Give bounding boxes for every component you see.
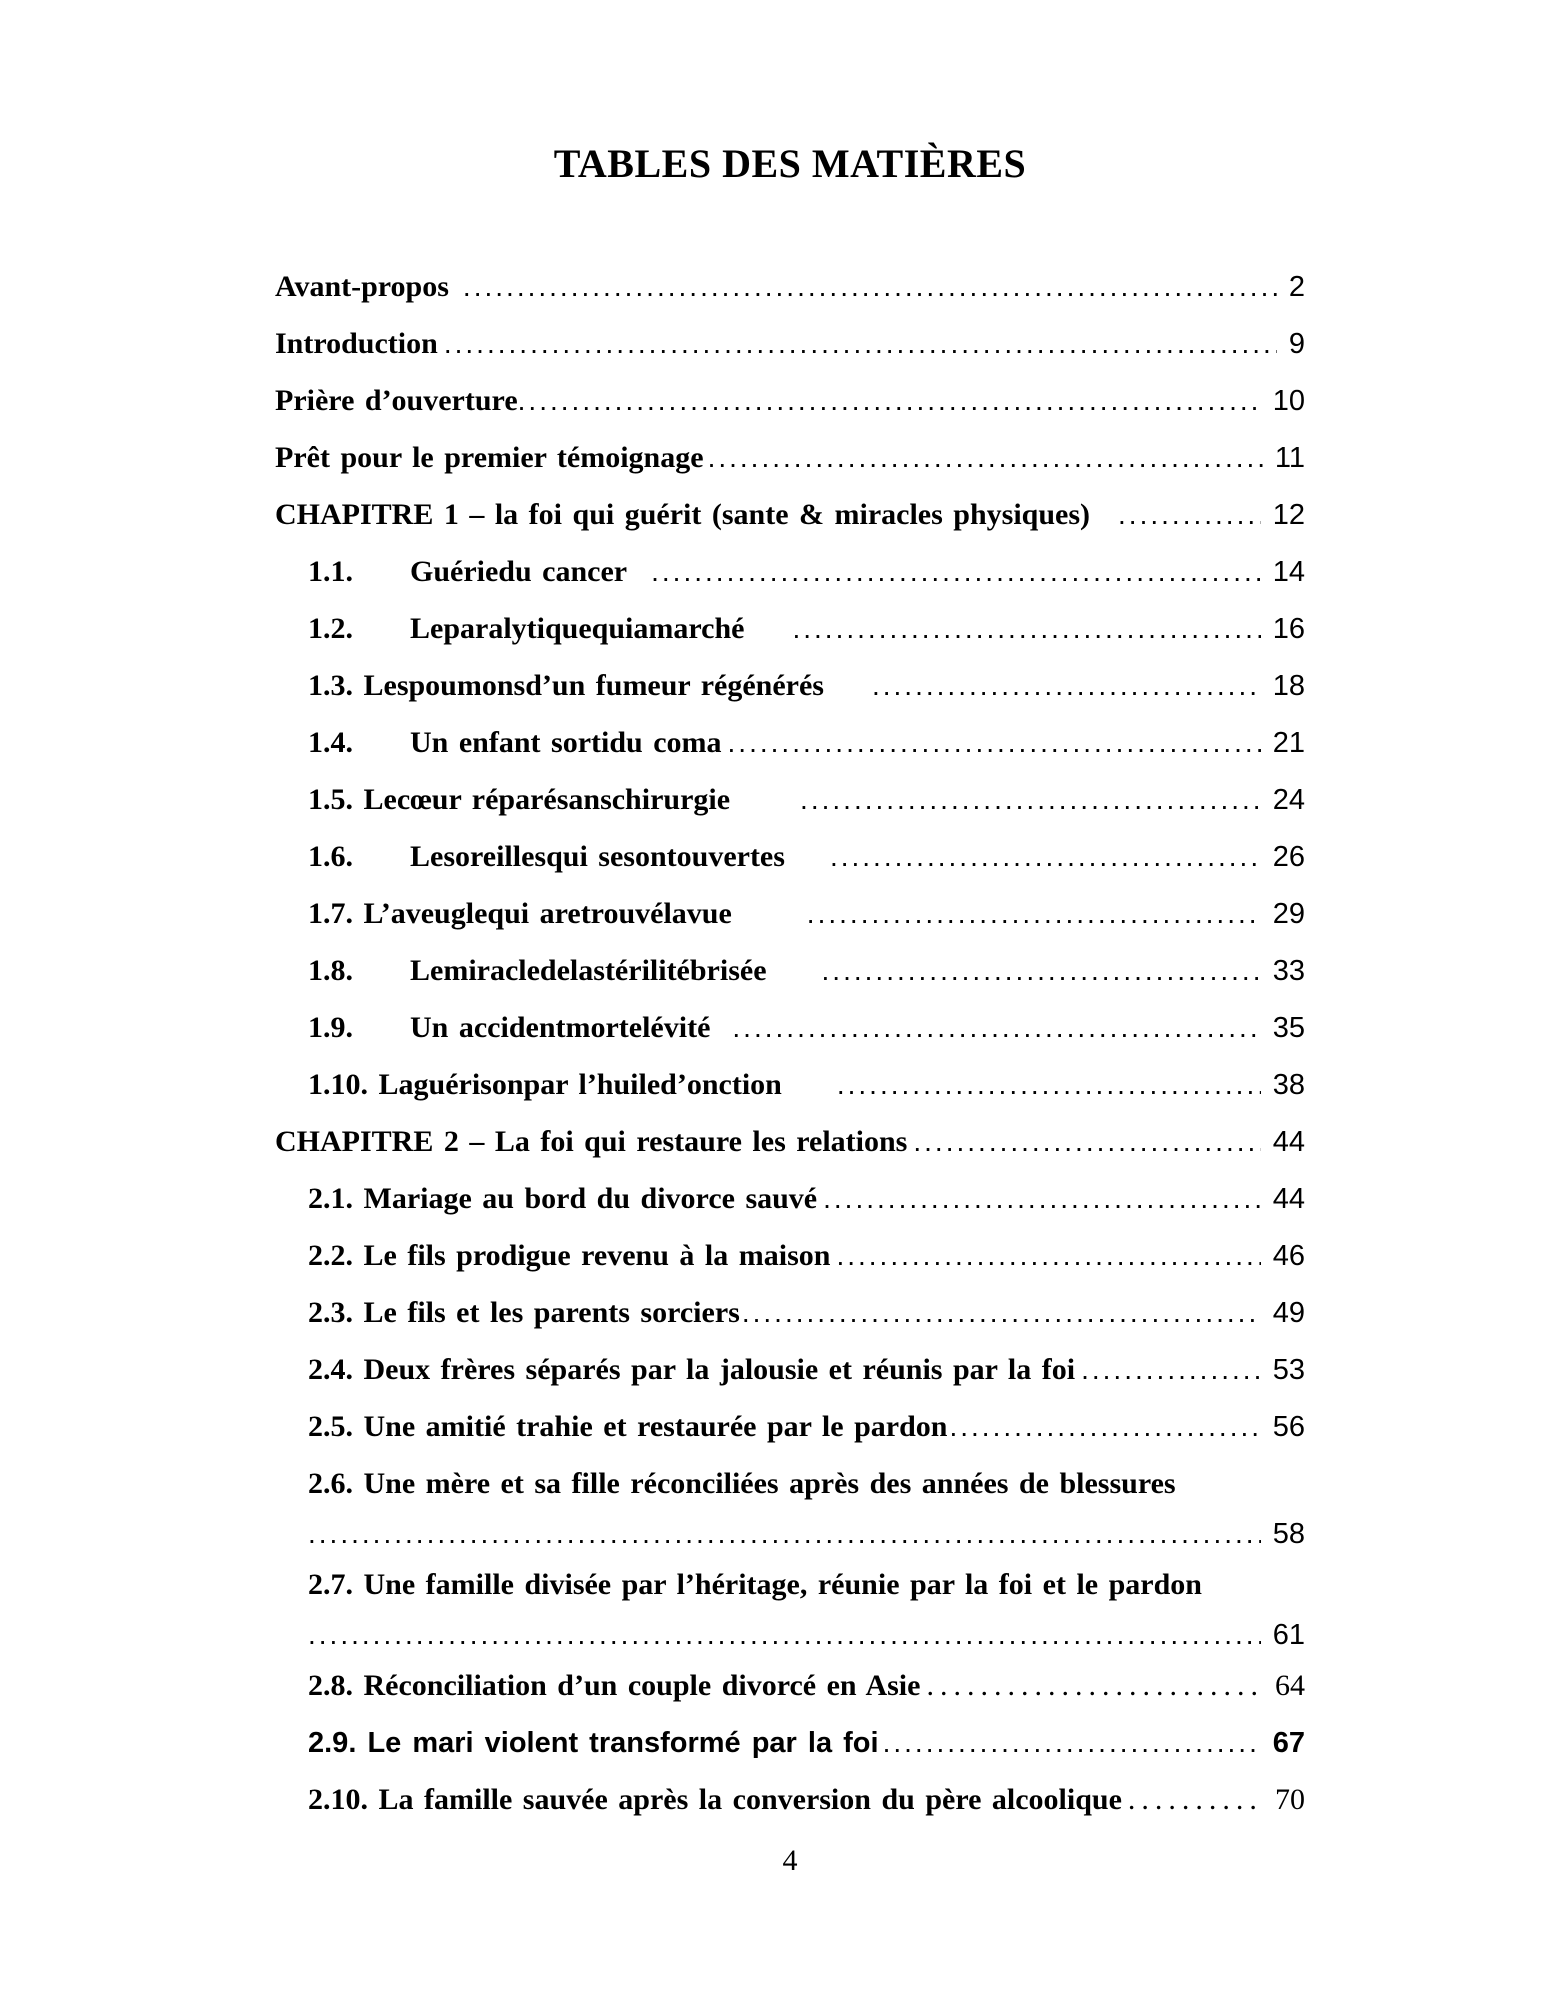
dot-leader xyxy=(708,429,1263,486)
dot-leader xyxy=(830,828,1261,885)
toc-entry-text: Introduction xyxy=(275,327,438,360)
toc-entry xyxy=(275,486,1305,543)
dot-leader xyxy=(742,1284,1261,1341)
toc-page-number: 18 xyxy=(1272,670,1305,702)
toc-entry-text: CHAPITRE 1 – la foi qui guérit (sante & miracles physiques) xyxy=(275,498,1091,531)
toc-entry xyxy=(275,1170,1305,1227)
toc-entry-number: 1.3. xyxy=(308,669,364,702)
toc-page-number: 53 xyxy=(1272,1354,1305,1386)
toc-page-number: 35 xyxy=(1272,1012,1305,1044)
toc-entry-text: Avant-propos xyxy=(275,270,449,303)
toc-entry-text: Laguérisonpar l’huiled’onction xyxy=(378,1068,782,1101)
toc-entry xyxy=(275,315,1305,372)
toc-entry-number: 2.7. xyxy=(308,1568,364,1601)
toc-page-number: 44 xyxy=(1272,1183,1305,1215)
toc-entry-number: 1.7. xyxy=(308,897,364,930)
dot-leader xyxy=(872,657,1261,714)
dot-leader xyxy=(732,999,1260,1056)
dot-leader xyxy=(837,1056,1261,1113)
toc-entry-text: L’aveuglequi aretrouvélavue xyxy=(363,897,732,930)
toc-page-number: 10 xyxy=(1272,385,1305,417)
toc-entry xyxy=(275,828,1305,885)
leader-gap xyxy=(449,295,463,296)
toc-entry xyxy=(275,885,1305,942)
toc-entry xyxy=(275,942,1305,999)
leader-gap xyxy=(710,1036,732,1037)
toc-entry-text: Lemiracledelastérilitébrisée xyxy=(410,954,767,987)
toc-entry-number: 1.8. xyxy=(308,954,353,987)
toc-entry xyxy=(275,1714,1305,1771)
dot-leader xyxy=(1118,486,1261,543)
leader-gap xyxy=(785,865,830,866)
dot-leader xyxy=(800,771,1261,828)
toc-page-number: 9 xyxy=(1288,328,1305,360)
toc-entry xyxy=(275,1056,1305,1113)
toc-entry-number: 2.3. xyxy=(308,1296,364,1329)
toc-page-number: 24 xyxy=(1272,784,1305,816)
dot-leader xyxy=(463,258,1277,315)
toc-page-number: 61 xyxy=(1272,1619,1305,1651)
toc-entry-number: 2.1. xyxy=(308,1182,364,1215)
toc-entry-number: 2.8. xyxy=(308,1669,364,1702)
leader-gap xyxy=(782,1093,837,1094)
toc-page-number: 49 xyxy=(1272,1297,1305,1329)
dot-leader xyxy=(728,714,1261,771)
toc-page-number: 16 xyxy=(1272,613,1305,645)
dot-leader xyxy=(308,1613,1261,1657)
leader-gap xyxy=(732,922,807,923)
toc-page-number: 44 xyxy=(1272,1126,1305,1158)
toc-entry-number: 2.2. xyxy=(308,1239,364,1272)
footer-page-number: 4 xyxy=(782,1844,798,1877)
toc-entry-number: 2.5. xyxy=(308,1410,364,1443)
toc-entry xyxy=(275,1771,1305,1828)
toc-list xyxy=(275,258,1305,1828)
toc-entry xyxy=(275,1113,1305,1170)
dot-leader xyxy=(823,1170,1261,1227)
toc-page-number: 12 xyxy=(1272,499,1305,531)
toc-entry-text: Lespoumonsd’un fumeur régénérés xyxy=(363,669,824,702)
toc-entry-text: Le fils et les parents sorciers xyxy=(363,1296,740,1329)
toc-page-number: 70 xyxy=(1275,1783,1305,1816)
dot-leader xyxy=(949,1398,1260,1455)
leader-gap xyxy=(824,694,872,695)
toc-entry-text: Un accidentmortelévité xyxy=(410,1011,711,1044)
toc-entry-text: Prêt pour le premier témoignage xyxy=(275,441,704,474)
toc-entry xyxy=(275,1398,1305,1455)
toc-entry-text: Un enfant sortidu coma xyxy=(410,726,722,759)
toc-page-number: 58 xyxy=(1272,1518,1305,1550)
toc-page-number: 56 xyxy=(1272,1411,1305,1443)
leader-gap xyxy=(627,580,651,581)
leader-gap xyxy=(730,808,800,809)
dot-leader xyxy=(308,1512,1261,1556)
toc-entry-text: Mariage au bord du divorce sauvé xyxy=(363,1182,818,1215)
toc-entry-text: Deux frères séparés par la jalousie et réunis par la foi xyxy=(363,1353,1076,1386)
toc-entry-text: Une mère et sa fille réconciliées après des années de blessures xyxy=(363,1467,1176,1500)
leader-gap xyxy=(1090,523,1118,524)
dot-leader xyxy=(807,885,1261,942)
toc-entry-text: La famille sauvée après la conversion du père alcoolique xyxy=(378,1783,1122,1816)
toc-page-number: 2 xyxy=(1288,271,1305,303)
toc-entry-number: 1.9. xyxy=(308,1011,353,1044)
toc-entry-text: Guériedu cancer xyxy=(410,555,628,588)
toc-entry-number: 2.4. xyxy=(308,1353,364,1386)
toc-entry-number: 1.5. xyxy=(308,783,364,816)
toc-entry xyxy=(275,429,1305,486)
toc-entry-number: 1.2. xyxy=(308,612,353,645)
dot-leader xyxy=(822,942,1261,999)
toc-entry xyxy=(275,258,1305,315)
toc-page-number: 29 xyxy=(1272,898,1305,930)
dot-leader xyxy=(913,1113,1260,1170)
toc-entry-text: Lecœur réparésanschirurgie xyxy=(363,783,731,816)
toc-page-number: 38 xyxy=(1272,1069,1305,1101)
toc-entry-number: 1.1. xyxy=(308,555,353,588)
toc-entry xyxy=(275,1556,1305,1613)
toc-page-number: 64 xyxy=(1275,1669,1305,1702)
toc-page-number: 21 xyxy=(1272,727,1305,759)
toc-entry-number: 2.10. xyxy=(308,1783,379,1816)
toc-entry xyxy=(275,1341,1305,1398)
toc-entry-text: Réconciliation d’un couple divorcé en Asie xyxy=(363,1669,921,1702)
toc-entry xyxy=(275,372,1305,429)
toc-entry xyxy=(275,1455,1305,1512)
toc-entry xyxy=(275,714,1305,771)
dot-leader xyxy=(1081,1341,1261,1398)
toc-entry-number: 2.6. xyxy=(308,1467,364,1500)
toc-entry xyxy=(275,600,1305,657)
toc-entry-text: Une amitié trahie et restaurée par le pardon xyxy=(363,1410,948,1443)
dot-leader xyxy=(1128,1771,1263,1828)
toc-page-number: 33 xyxy=(1272,955,1305,987)
dot-leader xyxy=(883,1714,1261,1772)
dot-leader xyxy=(836,1227,1260,1284)
toc-entry xyxy=(275,1657,1305,1714)
toc-page-number: 14 xyxy=(1272,556,1305,588)
leader-gap xyxy=(767,979,822,980)
toc-entry xyxy=(275,543,1305,600)
toc-page-number: 46 xyxy=(1272,1240,1305,1272)
toc-entry-text: Leparalytiquequiamarché xyxy=(410,612,745,645)
dot-leader xyxy=(792,600,1260,657)
toc-entry-text: Prière d’ouverture xyxy=(275,384,518,417)
toc-entry-continuation xyxy=(275,1512,1305,1556)
toc-entry-text: Lesoreillesqui sesontouvertes xyxy=(410,840,785,873)
toc-entry-text: Le mari violent transformé par la foi xyxy=(367,1727,879,1759)
toc-entry xyxy=(275,657,1305,714)
dot-leader xyxy=(444,315,1277,372)
toc-entry-number: 2.9. xyxy=(308,1727,368,1759)
dot-leader xyxy=(651,543,1261,600)
toc-page-number: 67 xyxy=(1272,1727,1305,1759)
toc-entry-text: Une famille divisée par l’héritage, réunie par la foi et le pardon xyxy=(363,1568,1202,1601)
toc-entry-text: CHAPITRE 2 – La foi qui restaure les relations xyxy=(275,1125,908,1158)
leader-gap xyxy=(744,637,792,638)
toc-entry-number: 1.6. xyxy=(308,840,353,873)
toc-entry-continuation xyxy=(275,1613,1305,1657)
toc-entry xyxy=(275,1227,1305,1284)
dot-leader xyxy=(926,1657,1263,1714)
page-title: TABLES DES MATIÈRES xyxy=(553,141,1027,186)
toc-entry-number: 1.10. xyxy=(308,1068,379,1101)
toc-entry-text: Le fils prodigue revenu à la maison xyxy=(363,1239,831,1272)
toc-page-number: 26 xyxy=(1272,841,1305,873)
toc-entry-number: 1.4. xyxy=(308,726,353,759)
toc-entry xyxy=(275,999,1305,1056)
toc-page-number: 11 xyxy=(1274,442,1305,474)
toc-entry xyxy=(275,1284,1305,1341)
toc-entry xyxy=(275,771,1305,828)
dot-leader xyxy=(518,372,1261,429)
